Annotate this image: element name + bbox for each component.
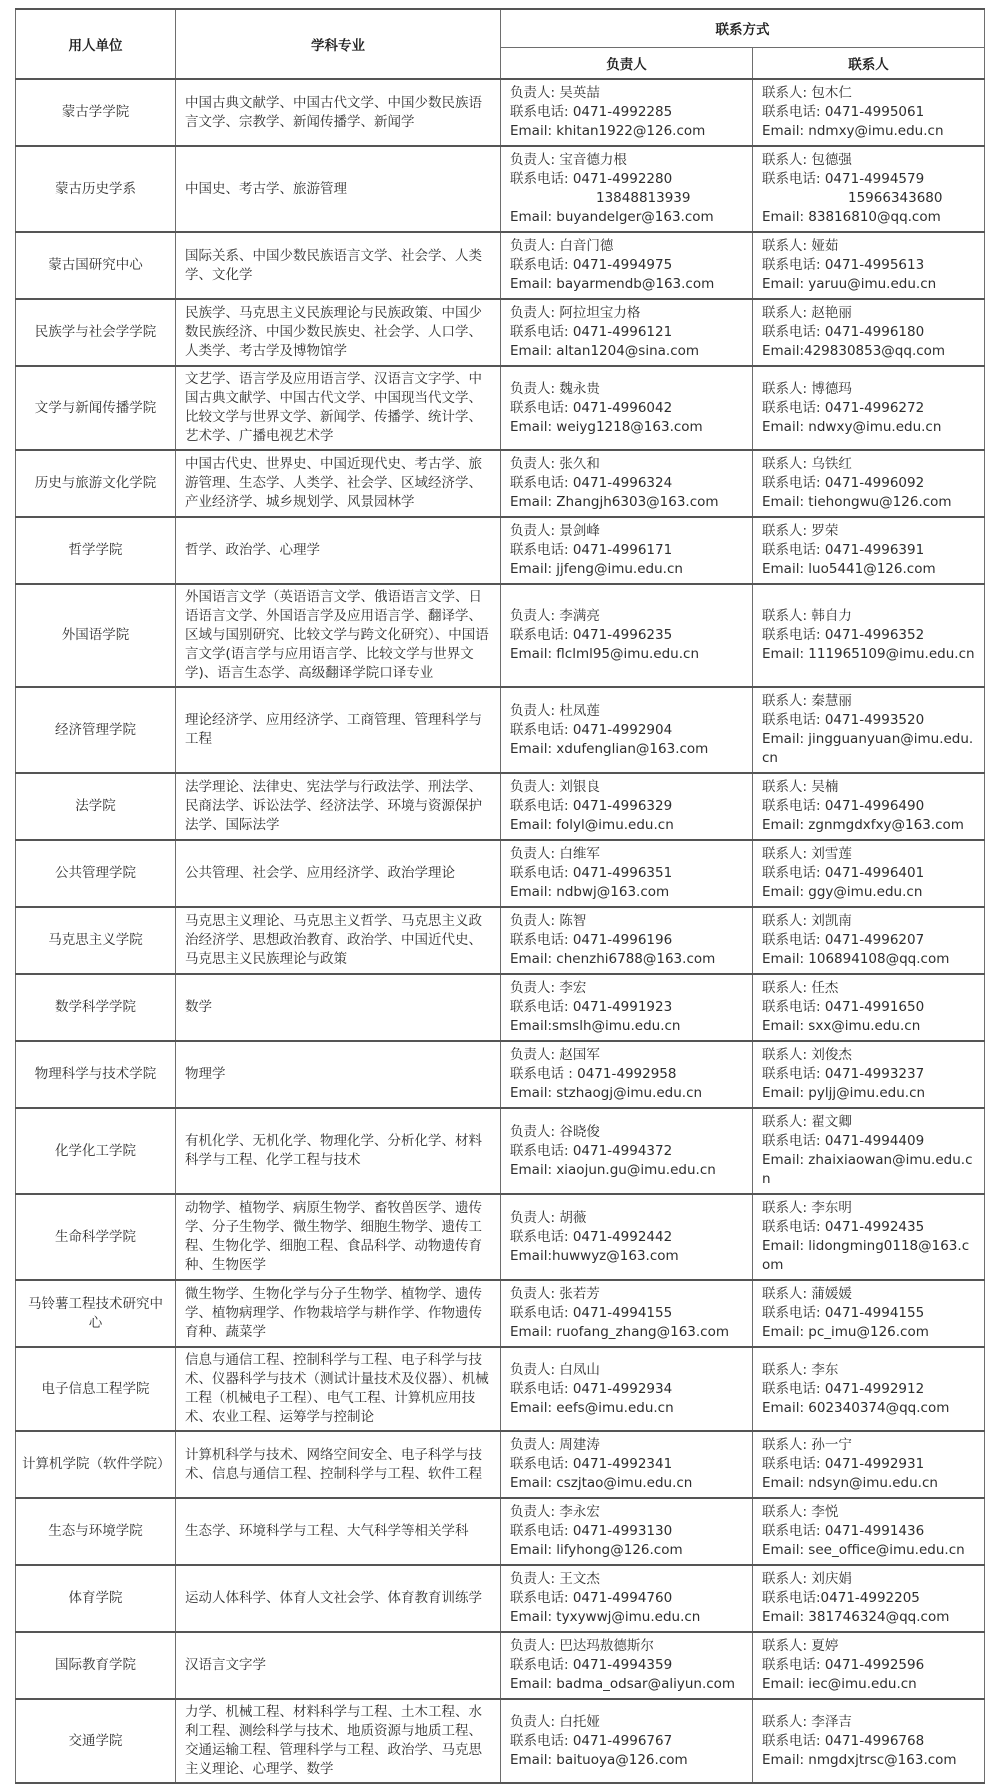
contact-line: 联系电话: 0471-4996092 <box>762 475 925 491</box>
fuzeren-cell <box>501 840 753 907</box>
contact-line: 负责人: 吴英喆 <box>510 85 600 101</box>
table-row <box>16 840 985 907</box>
contact-line: Email: tiehongwu@126.com <box>762 494 952 510</box>
table-row <box>16 1194 985 1280</box>
contact-line: Email: ndwxy@imu.edu.cn <box>762 418 942 435</box>
header-contact-group: 联系方式 <box>501 9 985 47</box>
contact-line: 联系电话: 0471-4993237 <box>762 1066 925 1082</box>
contact-line: 负责人: 杜凤莲 <box>510 702 600 719</box>
contact-line: 联系电话: 0471-4996351 <box>510 865 673 881</box>
contact-line: 联系人: 刘庆娟 <box>762 1571 852 1587</box>
fuzeren-cell <box>501 584 753 687</box>
contact-line: Email: xdufenglian@163.com <box>510 740 709 757</box>
subjects-cell: 信息与通信工程、控制科学与工程、电子科学与技术、仪器科学与技术（测试计量技术及仪器）、机械工程（机械电子工程）、电气工程、计算机应用技术、农业工程、运筹学与控制论 <box>176 1347 501 1431</box>
contact-line: Email: jjfeng@imu.edu.cn <box>510 561 683 577</box>
lianxiren-cell <box>753 79 985 146</box>
unit-cell: 生命科学学院 <box>16 1194 176 1280</box>
table-row <box>16 146 985 232</box>
contact-line: 联系电话: 0471-4996767 <box>510 1732 673 1749</box>
fuzeren-cell <box>501 1347 753 1431</box>
contact-line: 联系电话: 0471-4992285 <box>510 104 673 120</box>
contact-line: 联系人: 蒲媛媛 <box>762 1286 852 1302</box>
contact-line: 联系电话: 0471-4992596 <box>762 1657 925 1673</box>
unit-cell: 计算机学院（软件学院） <box>16 1431 176 1498</box>
subjects-cell: 法学理论、法律史、宪法学与行政法学、刑法学、民商法学、诉讼法学、经济法学、环境与资源保护法学、国际法学 <box>176 773 501 840</box>
contact-line: 联系电话: 0471-4996180 <box>762 324 925 340</box>
table-row <box>16 1431 985 1498</box>
fuzeren-cell <box>501 1108 753 1194</box>
contact-line: 联系电话 : 0471-4992958 <box>510 1066 677 1082</box>
contact-line: 联系电话: 0471-4996121 <box>510 324 673 340</box>
table-row <box>16 299 985 366</box>
contact-line: 联系人: 博德玛 <box>762 380 852 397</box>
subjects-cell: 公共管理、社会学、应用经济学、政治学理论 <box>176 840 501 907</box>
contact-line: 负责人: 周建涛 <box>510 1437 600 1453</box>
unit-cell: 电子信息工程学院 <box>16 1347 176 1431</box>
contact-line: 联系电话: 0471-4994579 <box>762 171 925 187</box>
contact-line: 联系电话: 0471-4996401 <box>762 865 925 881</box>
table-row <box>16 907 985 974</box>
subjects-cell: 马克思主义理论、马克思主义哲学、马克思主义政治经济学、思想政治教育、政治学、中国近代史、马克思主义民族理论与政策 <box>176 907 501 974</box>
lianxiren-cell <box>753 1699 985 1783</box>
contact-line: 联系电话: 0471-4992435 <box>762 1219 925 1235</box>
unit-cell: 生态与环境学院 <box>16 1498 176 1565</box>
contact-line: Email: 381746324@qq.com <box>762 1609 950 1625</box>
table-row <box>16 1108 985 1194</box>
contact-line: 负责人: 张久和 <box>510 456 600 472</box>
table-row <box>16 1565 985 1632</box>
table-row <box>16 1041 985 1108</box>
table-row <box>16 517 985 584</box>
subjects-cell: 文艺学、语言学及应用语言学、汉语言文字学、中国古典文献学、中国古代文学、中国现当代文学、比较文学与世界文学、新闻学、传播学、统计学、艺术学、广播电视艺术学 <box>176 366 501 450</box>
lianxiren-cell <box>753 366 985 450</box>
subjects-cell: 微生物学、生物化学与分子生物学、植物学、遗传学、植物病理学、作物栽培学与耕作学、作物遗传育种、蔬菜学 <box>176 1280 501 1347</box>
contact-line: 联系电话: 0471-4995061 <box>762 104 925 120</box>
table-row <box>16 773 985 840</box>
contact-line: Email: flclml95@imu.edu.cn <box>510 646 699 662</box>
contact-line: 负责人: 魏永贵 <box>510 380 600 397</box>
lianxiren-cell <box>753 584 985 687</box>
lianxiren-cell <box>753 1498 985 1565</box>
fuzeren-cell <box>501 773 753 840</box>
contact-line: Email: xiaojun.gu@imu.edu.cn <box>510 1161 716 1178</box>
table-row <box>16 1280 985 1347</box>
fuzeren-cell <box>501 450 753 517</box>
lianxiren-cell <box>753 146 985 232</box>
contact-line: 负责人: 张若芳 <box>510 1286 600 1302</box>
unit-cell: 历史与旅游文化学院 <box>16 450 176 517</box>
contact-line: 联系人: 包木仁 <box>762 85 852 101</box>
unit-cell: 马克思主义学院 <box>16 907 176 974</box>
contact-line: Email: yaruu@imu.edu.cn <box>762 276 937 292</box>
contact-line: Email: khitan1922@126.com <box>510 123 706 139</box>
fuzeren-cell <box>501 299 753 366</box>
lianxiren-cell <box>753 907 985 974</box>
contact-line: Email: nmgdxjtrsc@163.com <box>762 1751 957 1768</box>
contact-line: Email: folyl@imu.edu.cn <box>510 817 674 833</box>
subjects-cell: 中国史、考古学、旅游管理 <box>176 146 501 232</box>
contact-line: 联系人: 夏婷 <box>762 1638 839 1654</box>
contact-line: 负责人: 谷晓俊 <box>510 1123 600 1140</box>
contact-line: Email: bayarmendb@163.com <box>510 276 715 292</box>
fuzeren-cell <box>501 907 753 974</box>
table-row <box>16 366 985 450</box>
lianxiren-cell <box>753 1108 985 1194</box>
unit-cell: 马铃薯工程技术研究中心 <box>16 1280 176 1347</box>
contact-line: 13848813939 <box>596 190 691 206</box>
contact-line: Email: pc_imu@126.com <box>762 1324 929 1340</box>
contact-line: 联系人: 孙一宁 <box>762 1437 852 1453</box>
contact-line: 联系电话: 0471-4994155 <box>762 1305 925 1321</box>
table-row <box>16 1347 985 1431</box>
contact-line: 负责人: 赵国军 <box>510 1047 600 1063</box>
contact-line: 负责人: 刘银良 <box>510 779 600 795</box>
fuzeren-cell <box>501 1041 753 1108</box>
contact-line: Email: jingguanyuan@imu.edu.cn <box>762 731 974 766</box>
contact-line: 联系人: 李东明 <box>762 1200 852 1216</box>
contact-line: 联系电话: 0471-4991923 <box>510 999 673 1015</box>
contact-line: 联系电话: 0471-4994155 <box>510 1305 673 1321</box>
contact-line: 联系人: 刘俊杰 <box>762 1047 852 1063</box>
contact-line: Email: 106894108@qq.com <box>762 951 950 967</box>
contact-line: 联系电话: 0471-4996207 <box>762 932 925 948</box>
unit-cell: 蒙古国研究中心 <box>16 232 176 299</box>
contact-line: Email: pyljj@imu.edu.cn <box>762 1085 926 1101</box>
contact-line: Email: ndbwj@163.com <box>510 884 670 900</box>
table-header <box>16 9 985 79</box>
contact-line: Email: eefs@imu.edu.cn <box>510 1399 674 1416</box>
subjects-cell: 有机化学、无机化学、物理化学、分析化学、材料科学与工程、化学工程与技术 <box>176 1108 501 1194</box>
subjects-cell: 运动人体科学、体育人文社会学、体育教育训练学 <box>176 1565 501 1632</box>
unit-cell: 物理科学与技术学院 <box>16 1041 176 1108</box>
contact-line: 联系电话: 0471-4996171 <box>510 542 673 558</box>
contact-line: 联系电话: 0471-4994359 <box>510 1657 673 1673</box>
lianxiren-cell <box>753 1041 985 1108</box>
subjects-cell: 物理学 <box>176 1041 501 1108</box>
contact-line: 联系人: 罗荣 <box>762 523 839 539</box>
fuzeren-cell <box>501 146 753 232</box>
contact-line: 负责人: 白维军 <box>510 846 600 862</box>
contact-line: 联系电话: 0471-4991436 <box>762 1523 925 1539</box>
table-row <box>16 232 985 299</box>
contact-line: 负责人: 阿拉坦宝力格 <box>510 305 641 321</box>
contact-line: 联系电话: 0471-4996391 <box>762 542 925 558</box>
contact-line: 联系人: 乌铁红 <box>762 456 852 472</box>
contact-line: Email: ndmxy@imu.edu.cn <box>762 123 944 139</box>
contact-line: Email: see_office@imu.edu.cn <box>762 1542 965 1558</box>
contact-line: 联系电话: 0471-4996490 <box>762 798 925 814</box>
contact-line: 联系电话: 0471-4994372 <box>510 1142 673 1159</box>
lianxiren-cell <box>753 299 985 366</box>
contact-line: 负责人: 陈智 <box>510 913 587 929</box>
header-unit: 用人单位 <box>16 9 176 79</box>
header-subjects: 学科专业 <box>176 9 501 79</box>
contact-line: 联系人: 娅茹 <box>762 238 839 254</box>
subjects-cell: 哲学、政治学、心理学 <box>176 517 501 584</box>
contact-line: 负责人: 宝音德力根 <box>510 152 627 168</box>
contact-line: 联系电话: 0471-4996196 <box>510 932 673 948</box>
lianxiren-cell <box>753 517 985 584</box>
contact-line: Email: cszjtao@imu.edu.cn <box>510 1475 693 1491</box>
contact-line: Email: Zhangjh6303@163.com <box>510 494 719 510</box>
contact-line: 负责人: 白音门德 <box>510 238 614 254</box>
fuzeren-cell <box>501 687 753 773</box>
contact-line: 联系电话: 0471-4992912 <box>762 1380 925 1397</box>
contact-line: 联系电话: 0471-4996352 <box>762 627 925 643</box>
unit-cell: 蒙古历史学系 <box>16 146 176 232</box>
contact-line: Email: iec@imu.edu.cn <box>762 1676 917 1692</box>
unit-cell: 交通学院 <box>16 1699 176 1783</box>
contact-line: Email:429830853@qq.com <box>762 343 946 359</box>
contact-line: Email: ggy@imu.edu.cn <box>762 884 923 900</box>
fuzeren-cell <box>501 79 753 146</box>
recruitment-contact-table <box>15 8 985 1784</box>
contact-line: Email:smslh@imu.edu.cn <box>510 1018 681 1034</box>
table-row <box>16 974 985 1041</box>
contact-line: Email: lifyhong@126.com <box>510 1542 683 1558</box>
contact-line: 联系人: 李悦 <box>762 1504 839 1520</box>
subjects-cell: 理论经济学、应用经济学、工商管理、管理科学与工程 <box>176 687 501 773</box>
fuzeren-cell <box>501 366 753 450</box>
unit-cell: 法学院 <box>16 773 176 840</box>
contact-line: Email: ndsyn@imu.edu.cn <box>762 1475 938 1491</box>
subjects-cell: 动物学、植物学、病原生物学、畜牧兽医学、遗传学、分子生物学、微生物学、细胞生物学、遗传工程、生物化学、细胞工程、食品科学、动物遗传育种、生物医学 <box>176 1194 501 1280</box>
lianxiren-cell <box>753 1565 985 1632</box>
unit-cell: 外国语学院 <box>16 584 176 687</box>
contact-line: 联系人: 李泽吉 <box>762 1713 852 1730</box>
lianxiren-cell <box>753 1347 985 1431</box>
contact-line: 联系电话: 0471-4994760 <box>510 1590 673 1606</box>
contact-line: Email:huwwyz@163.com <box>510 1247 679 1264</box>
contact-line: 联系人: 刘雪莲 <box>762 846 852 862</box>
contact-line: 负责人: 白凤山 <box>510 1361 600 1378</box>
unit-cell: 国际教育学院 <box>16 1632 176 1699</box>
contact-line: 联系电话: 0471-4996768 <box>762 1732 925 1749</box>
subjects-cell: 民族学、马克思主义民族理论与民族政策、中国少数民族经济、中国少数民族史、社会学、人口学、人类学、考古学及博物馆学 <box>176 299 501 366</box>
contact-line: 联系电话: 0471-4996042 <box>510 399 673 416</box>
contact-line: Email: zgnmgdxfxy@163.com <box>762 817 964 833</box>
contact-line: 联系电话:0471-4992205 <box>762 1590 920 1606</box>
table-row <box>16 687 985 773</box>
subjects-cell: 中国古代史、世界史、中国近现代史、考古学、旅游管理、生态学、人类学、社会学、区域经济学、产业经济学、城乡规划学、风景园林学 <box>176 450 501 517</box>
contact-line: 15966343680 <box>848 190 943 206</box>
fuzeren-cell <box>501 974 753 1041</box>
unit-cell: 数学科学学院 <box>16 974 176 1041</box>
contact-line: 联系人: 李东 <box>762 1361 839 1378</box>
contact-line: 联系人: 秦慧丽 <box>762 693 852 709</box>
subjects-cell: 生态学、环境科学与工程、大气科学等相关学科 <box>176 1498 501 1565</box>
fuzeren-cell <box>501 232 753 299</box>
contact-line: Email: ruofang_zhang@163.com <box>510 1324 729 1340</box>
lianxiren-cell <box>753 1431 985 1498</box>
contact-line: 负责人: 胡薇 <box>510 1209 587 1226</box>
contact-line: 联系人: 刘凯南 <box>762 913 852 929</box>
subjects-cell: 数学 <box>176 974 501 1041</box>
contact-line: 联系电话: 0471-4991650 <box>762 999 925 1015</box>
unit-cell: 体育学院 <box>16 1565 176 1632</box>
contact-line: 负责人: 李宏 <box>510 980 587 996</box>
contact-line: Email: chenzhi6788@163.com <box>510 951 716 967</box>
lianxiren-cell <box>753 773 985 840</box>
contact-line: Email: lidongming0118@163.com <box>762 1238 970 1273</box>
contact-line: Email: 111965109@imu.edu.cn <box>762 646 975 662</box>
contact-line: 联系人: 翟文卿 <box>762 1114 852 1130</box>
unit-cell: 公共管理学院 <box>16 840 176 907</box>
fuzeren-cell <box>501 1699 753 1783</box>
subjects-cell: 中国古典文献学、中国古代文学、中国少数民族语言文学、宗教学、新闻传播学、新闻学 <box>176 79 501 146</box>
header-fuzeren: 负责人 <box>501 47 753 79</box>
contact-line: Email: stzhaogj@imu.edu.cn <box>510 1085 703 1101</box>
contact-line: Email: weiyg1218@163.com <box>510 418 703 435</box>
contact-line: 联系人: 吴楠 <box>762 779 839 795</box>
contact-line: 负责人: 白托娅 <box>510 1713 600 1730</box>
unit-cell: 民族学与社会学学院 <box>16 299 176 366</box>
subjects-cell: 力学、机械工程、材料科学与工程、土木工程、水利工程、测绘科学与技术、地质资源与地质工程、交通运输工程、管理科学与工程、政治学、马克思主义理论、心理学、数学 <box>176 1699 501 1783</box>
lianxiren-cell <box>753 974 985 1041</box>
lianxiren-cell <box>753 450 985 517</box>
contact-line: 联系电话: 0471-4996329 <box>510 798 673 814</box>
contact-line: 联系电话: 0471-4993520 <box>762 712 925 728</box>
contact-line: 联系电话: 0471-4992442 <box>510 1228 673 1245</box>
unit-cell: 化学化工学院 <box>16 1108 176 1194</box>
table-row <box>16 584 985 687</box>
contact-line: Email: sxx@imu.edu.cn <box>762 1018 921 1034</box>
fuzeren-cell <box>501 1565 753 1632</box>
header-row-1 <box>16 9 985 47</box>
table-row <box>16 450 985 517</box>
fuzeren-cell <box>501 1280 753 1347</box>
subjects-cell: 国际关系、中国少数民族语言文学、社会学、人类学、文化学 <box>176 232 501 299</box>
contact-line: Email: 602340374@qq.com <box>762 1399 950 1416</box>
contact-line: 联系人: 韩自力 <box>762 608 852 624</box>
contact-line: 联系电话: 0471-4994975 <box>510 257 673 273</box>
contact-line: 负责人: 巴达玛敖德斯尔 <box>510 1638 654 1654</box>
table-row <box>16 1498 985 1565</box>
contact-line: 联系电话: 0471-4996235 <box>510 627 673 643</box>
contact-line: Email: buyandelger@163.com <box>510 209 714 225</box>
contact-line: Email: altan1204@sina.com <box>510 343 700 359</box>
lianxiren-cell <box>753 1280 985 1347</box>
contact-line: 联系人: 包德强 <box>762 152 852 168</box>
contact-line: 负责人: 王文杰 <box>510 1571 600 1587</box>
contact-line: Email: tyxywwj@imu.edu.cn <box>510 1609 701 1625</box>
contact-line: 联系电话: 0471-4995613 <box>762 257 925 273</box>
contact-line: Email: baituoya@126.com <box>510 1751 688 1768</box>
lianxiren-cell <box>753 1194 985 1280</box>
contact-line: Email: badma_odsar@aliyun.com <box>510 1676 736 1692</box>
contact-line: Email: luo5441@126.com <box>762 561 936 577</box>
contact-line: 联系电话: 0471-4992904 <box>510 721 673 738</box>
subjects-cell: 外国语言文学（英语语言文学、俄语语言文学、日语语言文学、外国语言学及应用语言学、翻译学、区域与国别研究、比较文学与跨文化研究）、中国语言文学(语言学与应用语言学、比较文学与世界文学)、语言生态学、高级翻译学院口译专业 <box>176 584 501 687</box>
subjects-cell: 计算机科学与技术、网络空间安全、电子科学与技术、信息与通信工程、控制科学与工程、软件工程 <box>176 1431 501 1498</box>
header-lianxiren: 联系人 <box>753 47 985 79</box>
contact-line: Email: zhaixiaowan@imu.edu.cn <box>762 1152 973 1187</box>
contact-line: 联系电话: 0471-4992931 <box>762 1456 925 1472</box>
fuzeren-cell <box>501 1498 753 1565</box>
lianxiren-cell <box>753 840 985 907</box>
contact-line: 联系电话: 0471-4992934 <box>510 1380 673 1397</box>
contact-line: 联系电话: 0471-4992341 <box>510 1456 673 1472</box>
subjects-cell: 汉语言文字学 <box>176 1632 501 1699</box>
unit-cell: 蒙古学学院 <box>16 79 176 146</box>
unit-cell: 哲学学院 <box>16 517 176 584</box>
contact-line: 联系人: 赵艳丽 <box>762 305 852 321</box>
fuzeren-cell <box>501 1194 753 1280</box>
lianxiren-cell <box>753 232 985 299</box>
contact-line: 联系电话: 0471-4993130 <box>510 1523 673 1539</box>
contact-line: 联系电话: 0471-4994409 <box>762 1133 925 1149</box>
fuzeren-cell <box>501 1431 753 1498</box>
contact-line: 联系电话: 0471-4992280 <box>510 171 673 187</box>
contact-line: 负责人: 李满亮 <box>510 608 600 624</box>
contact-line: 联系人: 任杰 <box>762 980 839 996</box>
table-row <box>16 79 985 146</box>
unit-cell: 文学与新闻传播学院 <box>16 366 176 450</box>
contact-line: 负责人: 李永宏 <box>510 1504 600 1520</box>
fuzeren-cell <box>501 517 753 584</box>
lianxiren-cell <box>753 687 985 773</box>
contact-line: Email: 83816810@qq.com <box>762 209 941 225</box>
contact-line: 联系电话: 0471-4996272 <box>762 399 925 416</box>
contact-line: 负责人: 景剑峰 <box>510 523 600 539</box>
table-body <box>16 79 985 1783</box>
contact-line: 联系电话: 0471-4996324 <box>510 475 673 491</box>
unit-cell: 经济管理学院 <box>16 687 176 773</box>
table-row <box>16 1699 985 1783</box>
